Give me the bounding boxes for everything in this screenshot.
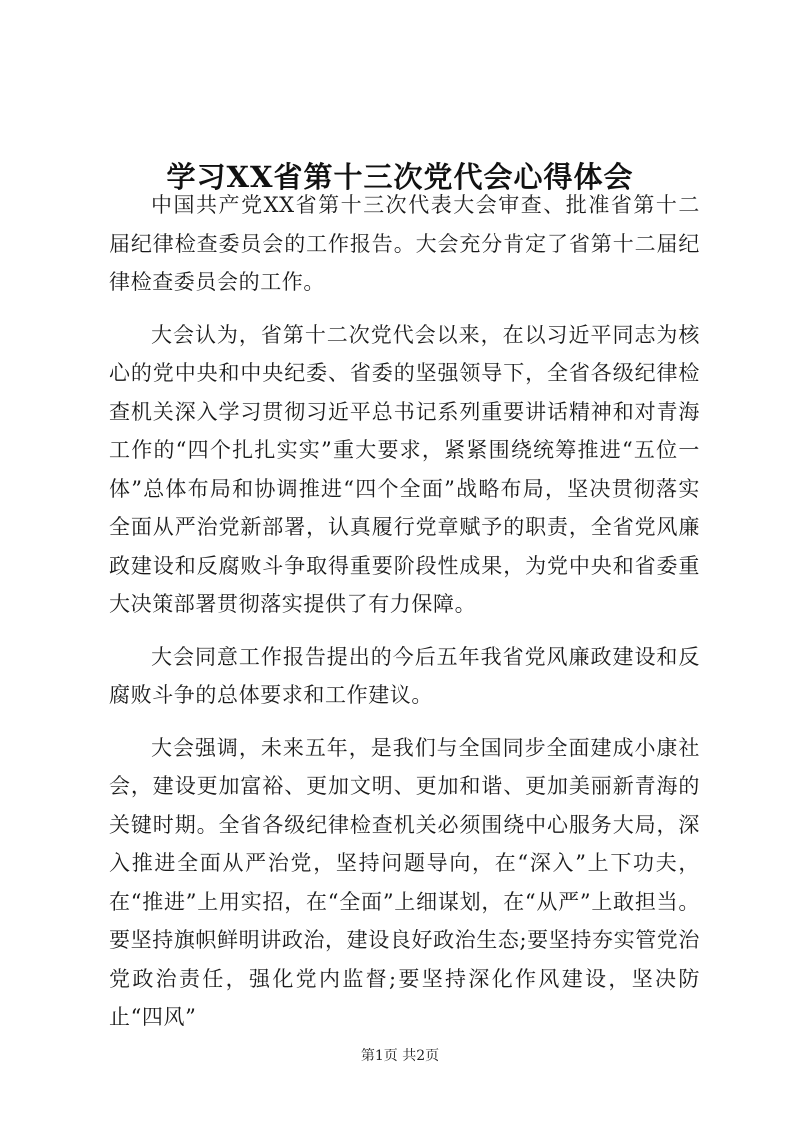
document-body [109, 186, 700, 1051]
page-title: 学习XX省第十三次党代会心得体会 [166, 160, 634, 195]
paragraph-4: 大会强调，未来五年，是我们与全国同步全面建成小康社会，建设更加富裕、更加文明、更加和谐、更加美丽新青海的关键时期。全省各级纪律检查机关必须围绕中心服务大局，深入推进全面从严治党，坚持问题导向，在“深入”上下功夫，在“推进”上用实招，在“全面”上细谋划，在“从严”上敢担当。要坚持旗帜鲜明讲政治，建设良好政治生态;要坚持夯实管党治党政治责任，强化党内监督;要坚持深化作风建设，坚决防止“四风” [109, 735, 700, 1029]
paragraph-1: 中国共产党XX省第十三次代表大会审查、批准省第十二届纪律检查委员会的工作报告。大会充分肯定了省第十二届纪律检查委员会的工作。 [109, 193, 700, 294]
paragraph-3: 大会同意工作报告提出的今后五年我省党风廉政建设和反腐败斗争的总体要求和工作建议。 [109, 644, 700, 707]
paragraph-2: 大会认为，省第十二次党代会以来，在以习近平同志为核心的党中央和中央纪委、省委的坚强领导下，全省各级纪律检查机关深入学习贯彻习近平总书记系列重要讲话精神和对青海工作的“四个扎扎实实”重大要求，紧紧围绕统筹推进“五位一体”总体布局和协调推进“四个全面”战略布局，坚决贯彻落实全面从严治党新部署，认真履行党章赋予的职责，全省党风廉政建设和反腐败斗争取得重要阶段性成果，为党中央和省委重大决策部署贯彻落实提供了有力保障。 [109, 322, 700, 616]
page-number-footer: 第1页 共2页 [360, 1048, 440, 1064]
